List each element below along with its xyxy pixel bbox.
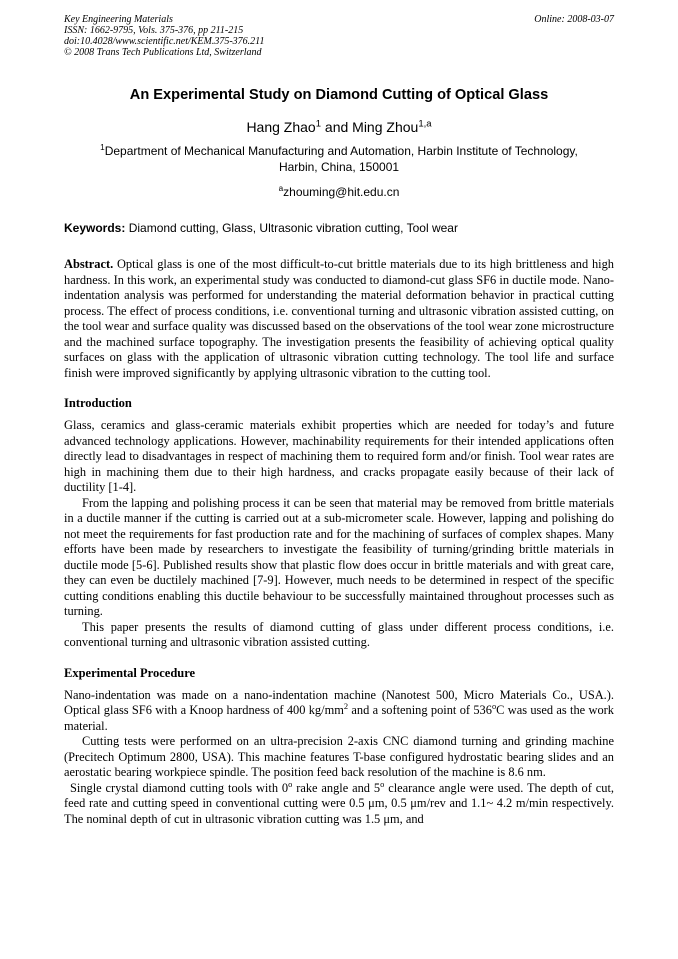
- paragraph: [64, 778, 614, 828]
- keywords: [64, 221, 614, 235]
- online-date: Online: 2008-03-07: [534, 14, 614, 25]
- author-affil-mark: 1: [315, 118, 322, 130]
- introduction-section: [64, 418, 614, 651]
- author-name: Ming Zhou: [352, 119, 419, 135]
- journal-name: Key Engineering Materials: [64, 14, 173, 25]
- paragraph-text: and a softening point of 536: [348, 703, 492, 717]
- affiliation-line: Harbin, China, 150001: [278, 159, 400, 174]
- email-mark: a: [278, 184, 284, 193]
- paragraph-text: rake angle and 5: [292, 780, 381, 795]
- email-address: zhouming@hit.edu.cn: [283, 185, 400, 199]
- paragraph: [64, 688, 614, 735]
- keywords-text: Diamond cutting, Glass, Ultrasonic vibration cutting, Tool wear: [125, 221, 458, 235]
- superscript: o: [288, 778, 293, 789]
- affiliation-line: Department of Mechanical Manufacturing and Automation, Harbin Institute of Technology,: [104, 144, 578, 158]
- author-line: [64, 119, 614, 135]
- paper-page: [64, 14, 614, 827]
- superscript: 2: [343, 700, 349, 711]
- affiliation: [64, 144, 614, 175]
- keywords-label: Keywords:: [64, 221, 126, 235]
- abstract-label: Abstract.: [64, 257, 114, 271]
- affiliation-mark: 1: [100, 143, 105, 152]
- author-affil-mark: 1,a: [418, 118, 432, 130]
- issn-line: ISSN: 1662-9795, Vols. 375-376, pp 211-215: [64, 25, 244, 36]
- author-connector: and: [321, 119, 353, 135]
- paragraph: Glass, ceramics and glass-ceramic materials exhibit properties which are needed for today’s and future advanced technology applications. However, machinability requirements for their intended applications often directly lead to disadvantages in respect of machining them to required form and/or finish. Tool wear rates are high in machining them due to their high hardness, and cracks propagate easily because of their lack of ductility [1-4].: [64, 418, 614, 494]
- section-heading: Introduction: [64, 396, 132, 410]
- doi-line: doi:10.4028/www.scientific.net/KEM.375-376.211: [64, 36, 265, 47]
- section-heading: Experimental Procedure: [64, 665, 196, 680]
- paragraph: From the lapping and polishing process it can be seen that material may be removed from brittle materials in a ductile manner if the cutting is carried out at a sub-micrometer scale. However, lapping and polishing do not meet the requirements for fast production rate and for the machining of surfaces of complex shapes. Many efforts have been made by researchers to investigate the feasibility of turning/grinding brittle materials in ductile mode [5-6]. Published results show that plastic flow does occur in brittle materials and with great care, they can even be ductilely machined [7-9]. However, much needs to be determined in respect of the specific cutting conditions enabling this ductile behaviour to be successfully maintained throughout processes such as turning.: [64, 495, 614, 618]
- superscript: o: [491, 700, 497, 711]
- paragraph: Cutting tests were performed on an ultra-precision 2-axis CNC diamond turning and grinding machine (Precitech Optimum 2800, USA). This machine features T-base configured hydrostatic bearing slides and an aerostatic bearing workpiece spindle. The position feed back resolution of the machine is 8.6 nm.: [64, 734, 614, 779]
- paper-title: An Experimental Study on Diamond Cutting of Optical Glass: [129, 87, 549, 103]
- paragraph: This paper presents the results of diamond cutting of glass under different process conditions, i.e. conventional turning and ultrasonic vibration assisted cutting.: [64, 619, 614, 649]
- copyright-line: © 2008 Trans Tech Publications Ltd, Switzerland: [64, 47, 262, 58]
- abstract-text: Optical glass is one of the most difficult-to-cut brittle materials due to its high brittleness and high hardness. In this work, an experimental study was conducted to diamond-cut glass SF6 in ductile mode. Nano-indentation analysis was performed for understanding the material deformation behavior in practical cutting process. The effect of process conditions, i.e. conventional turning and ultrasonic vibration assisted cutting, on the tool wear and surface quality was discussed based on the observations of the tool wear zone microstructure and the machined surface topography. The investigation presents the feasibility of achieving optical quality surfaces on glass with the application of ultrasonic vibration cutting technology. The tool life and surface finish were improved significantly by applying ultrasonic vibration to the cutting tool.: [64, 257, 614, 380]
- paragraph-text: clearance angle were used. The depth of cut, feed rate and cutting speed in conventional cutting were 0.5 μm, 0.5 μm/rev and 1.1~ 4.2 m/min respectively. The nominal depth of cut in ultrasonic vibration cutting was 1.5 μm, and: [64, 780, 614, 826]
- journal-header: [64, 14, 614, 58]
- author-email: [64, 185, 614, 199]
- paragraph-text: Nano-indentation was made on a nano-indentation machine (Nanotest 500, Micro Materials Co., USA.). Optical glass SF6 with a Knoop hardness of 400 kg/mm: [64, 687, 614, 717]
- paragraph-text: C was used as the work material.: [64, 703, 614, 733]
- experimental-section: [64, 688, 614, 828]
- superscript: o: [380, 778, 385, 789]
- author-name: Hang Zhao: [246, 119, 316, 135]
- paragraph-text: Single crystal diamond cutting tools with 0: [70, 780, 289, 795]
- abstract: [64, 257, 614, 381]
